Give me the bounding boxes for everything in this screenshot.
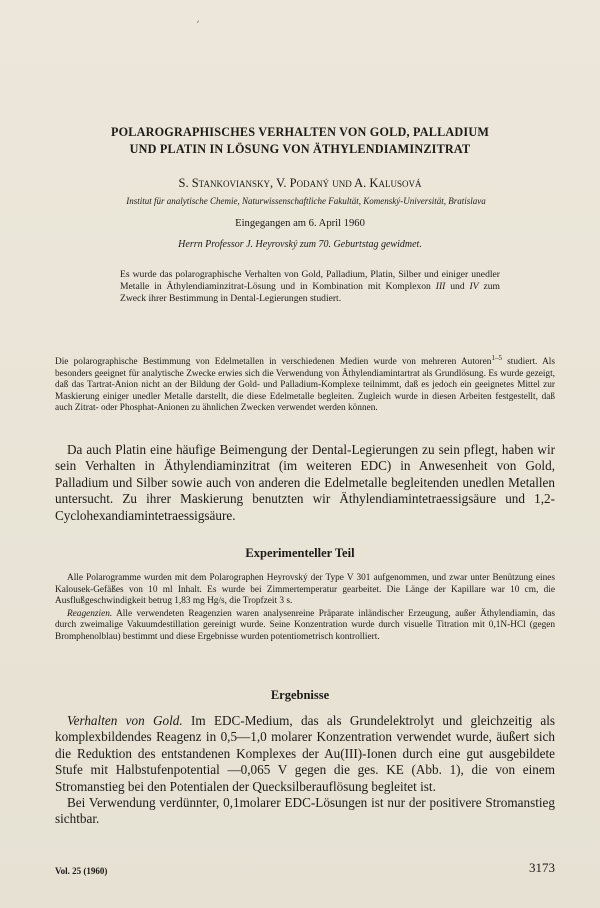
title-line-2: UND PLATIN IN LÖSUNG VON ÄTHYLENDIAMINZITRAT (129, 142, 471, 156)
abstract-text-2: und (445, 280, 470, 292)
reagents-label: Reagenzien. (67, 608, 113, 619)
gold-label: Verhalten von Gold. (67, 713, 183, 728)
intro-text-1: Die polarographische Bestimmung von Edelmetallen in verschiedenen Medien wurde von mehreren Autoren (55, 357, 492, 368)
introduction (55, 353, 555, 415)
results-text (55, 713, 555, 828)
title-line-1: POLAROGRAPHISCHES VERHALTEN VON GOLD, PALLADIUM (110, 125, 490, 139)
reference-superscript: 1–5 (491, 354, 502, 362)
volume-info: Vol. 25 (1960) (55, 866, 108, 876)
section-heading-experimental: Experimenteller Teil (245, 546, 355, 560)
article-title (40, 124, 560, 158)
gold-text: Im EDC-Medium, das als Grundelektrolyt und gleichzeitig als komplexbildendes Reagenz in 0,5—1,0 molarer Konzentration verwendet wurde, äußert sich die Reduktion des entstandenen Komplexes der Au(III)-Ionen durch eine gut ausgebildete Stufe mit Halbstufenpotential —0,065 V gegen die ges. KE (Abb. 1), die von einem Stromanstieg bei den Potentialen der Quecksilberauflösung begleitet ist. (55, 713, 555, 794)
results-paragraph-1 (55, 713, 555, 795)
institute: Institut für analytische Chemie, Naturwissenschaftliche Fakultät, Komenský-Universität, Bratislava (126, 196, 486, 206)
reagents-text: Alle verwendeten Reagenzien waren analysenreine Präparate inländischer Erzeugung, außer Äthylendiamin, das durch zweimalige Vakuumdestillation gereinigt wurde. Seine Konzentration wurde durch visuelle Titration mit 0,1N-HCl (gegen Bromphenolblau) bestimmt und diese Ergebnisse wurden potentiometrisch kontrolliert. (55, 608, 555, 642)
received-date: Eingegangen am 6. April 1960 (235, 218, 365, 229)
experimental-text (55, 573, 555, 643)
abstract (120, 269, 500, 304)
paragraph-platinum-text: Da auch Platin eine häufige Beimengung der Dental-Legierungen zu sein pflegt, haben wir sein Verhalten in Äthylendiaminzitrat (im weiteren EDC) in Anwesenheit von Gold, Palladium und Silber sowie auch von anderen die Edelmetalle begleitenden unedlen Metallen untersucht. Zu ihrer Maskierung benutzten wir Äthylendiamintetraessigsäure und 1,2-Cyclohexandiamintetraessigsäure. (55, 442, 555, 523)
experimental-paragraph-2 (55, 609, 555, 644)
abstract-roman-2: IV (469, 280, 479, 292)
dedication: Herrn Professor J. Heyrovský zum 70. Geburtstag gewidmet. (178, 239, 422, 250)
section-heading-results: Ergebnisse (270, 688, 330, 702)
experimental-paragraph-1: Alle Polarogramme wurden mit dem Polarographen Heyrovský der Type V 301 aufgenommen, und zwar unter Benützung eines Kalousek-Gefäßes von 10 ml Inhalt. Es wurde bei Zimmertemperatur gearbeitet. Die Länge der Kapillare war 10 cm, die Ausflußgeschwindigkeit betrug 1,83 mg Hg/s, die Tropfzeit 3 s. (55, 573, 555, 606)
page-number: 3173 (529, 860, 555, 875)
abstract-text-3: zum Zweck ihrer Bestimmung in Dental-Legierungen studiert. (120, 280, 501, 304)
abstract-roman-1: III (435, 280, 446, 292)
results-paragraph-2: Bei Verwendung verdünnter, 0,1molarer EDC-Lösungen ist nur der positivere Stromanstieg sichtbar. (55, 795, 555, 827)
paragraph-platinum (55, 442, 555, 524)
intro-text-2: studiert. Als besonders geeignet für analytische Zwecke erwies sich die Verwendung von Äthylendiamintartrat als Grundlösung. Es wurde gezeigt, daß das Tartrat-Anion nicht an der Bildung der Gold- und Palladium-Komplexe teilnimmt, daß es jedoch ein geeignetes Mittel zur Maskierung einiger unedler Metalle darstellt, die diese Edelmetalle begleiten. Zugleich wurde in diesen Arbeiten festgestellt, daß auch Zitrat- oder Phosphat-Anionen zu ähnlichen Zwecken verwendet werden können. (55, 357, 555, 414)
abstract-text-1: Es wurde das polarographische Verhalten von Gold, Palladium, Platin, Silber und einiger unedler Metalle in Äthylendiaminzitrat-Lösung und in Kombination mit Komplexon (120, 269, 500, 292)
scan-mark: ʼ (196, 20, 200, 31)
authors: S. Stankoviansky, V. Podaný und A. Kalusová (178, 176, 422, 190)
